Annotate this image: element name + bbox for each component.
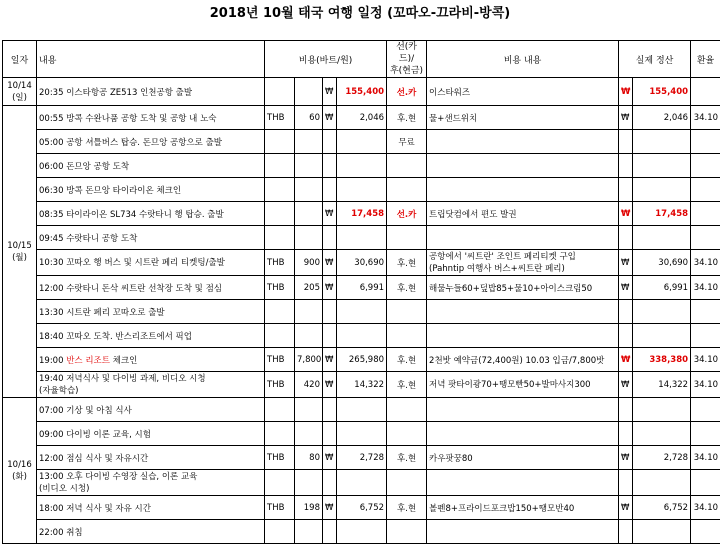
currency-cell: THB bbox=[265, 372, 295, 398]
won-amount-cell bbox=[337, 130, 387, 154]
payment-type-cell: 선.카 bbox=[387, 78, 427, 106]
event-cell: 06:30 방콕 돈므앙 타이라이온 체크인 bbox=[37, 178, 265, 202]
won-symbol bbox=[323, 422, 337, 446]
final-amount-cell bbox=[633, 178, 691, 202]
header-event: 내용 bbox=[37, 41, 265, 78]
cost-description-cell: 트립닷컴에서 편도 발권 bbox=[427, 202, 619, 226]
cost-description-cell: 물+샌드위치 bbox=[427, 106, 619, 130]
date-cell: 10/14 (일) bbox=[3, 78, 37, 106]
event-cell: 09:45 수랏타니 공항 도착 bbox=[37, 226, 265, 250]
final-amount-cell bbox=[633, 226, 691, 250]
header-date: 일자 bbox=[3, 41, 37, 78]
cost-description-cell bbox=[427, 130, 619, 154]
won-amount-cell: 6,991 bbox=[337, 276, 387, 300]
amount-cell: 420 bbox=[295, 372, 323, 398]
amount-cell bbox=[295, 178, 323, 202]
cost-description-cell: 이스타워즈 bbox=[427, 78, 619, 106]
payment-type-cell: 후.현 bbox=[387, 276, 427, 300]
final-won-symbol: ₩ bbox=[619, 348, 633, 372]
won-symbol bbox=[323, 226, 337, 250]
event-cell: 00:55 방콕 수완나품 공항 도착 및 공항 내 노숙 bbox=[37, 106, 265, 130]
table-row bbox=[3, 154, 720, 178]
payment-type-cell: 무료 bbox=[387, 130, 427, 154]
exchange-rate-cell: 34.10 bbox=[691, 106, 720, 130]
won-amount-cell: 265,980 bbox=[337, 348, 387, 372]
final-amount-cell: 2,728 bbox=[633, 446, 691, 470]
exchange-rate-cell: 34.10 bbox=[691, 348, 720, 372]
table-row bbox=[3, 496, 720, 520]
table-row bbox=[3, 470, 720, 496]
header-cost: 비용(바트/원) bbox=[265, 41, 387, 78]
cost-description-cell: 카우팟꿍80 bbox=[427, 446, 619, 470]
won-symbol: ₩ bbox=[323, 276, 337, 300]
itinerary-table bbox=[2, 40, 720, 544]
payment-type-cell bbox=[387, 324, 427, 348]
final-won-symbol: ₩ bbox=[619, 78, 633, 106]
won-symbol: ₩ bbox=[323, 496, 337, 520]
table-row bbox=[3, 226, 720, 250]
page-title: 2018년 10월 태국 여행 일정 (꼬따오-끄라비-방콕) bbox=[209, 6, 511, 21]
table-body bbox=[3, 78, 720, 544]
won-symbol: ₩ bbox=[323, 372, 337, 398]
currency-cell bbox=[265, 398, 295, 422]
final-won-symbol bbox=[619, 154, 633, 178]
event-cell: 18:00 저녁 식사 및 자유 시간 bbox=[37, 496, 265, 520]
cost-description-cell bbox=[427, 470, 619, 496]
amount-cell: 80 bbox=[295, 446, 323, 470]
won-amount-cell bbox=[337, 226, 387, 250]
won-amount-cell: 155,400 bbox=[337, 78, 387, 106]
payment-type-cell bbox=[387, 178, 427, 202]
final-won-symbol: ₩ bbox=[619, 496, 633, 520]
table-row bbox=[3, 348, 720, 372]
exchange-rate-cell bbox=[691, 520, 720, 544]
amount-cell bbox=[295, 520, 323, 544]
final-won-symbol: ₩ bbox=[619, 276, 633, 300]
won-amount-cell bbox=[337, 470, 387, 496]
exchange-rate-cell bbox=[691, 178, 720, 202]
won-symbol: ₩ bbox=[323, 348, 337, 372]
payment-type-cell: 선.카 bbox=[387, 202, 427, 226]
currency-cell: THB bbox=[265, 106, 295, 130]
final-won-symbol bbox=[619, 520, 633, 544]
final-amount-cell bbox=[633, 470, 691, 496]
cost-description-cell bbox=[427, 154, 619, 178]
currency-cell: THB bbox=[265, 250, 295, 276]
table-row bbox=[3, 520, 720, 544]
exchange-rate-cell bbox=[691, 78, 720, 106]
final-amount-cell: 14,322 bbox=[633, 372, 691, 398]
exchange-rate-cell: 34.10 bbox=[691, 496, 720, 520]
event-cell: 22:00 취침 bbox=[37, 520, 265, 544]
payment-type-cell: 후.현 bbox=[387, 348, 427, 372]
final-amount-cell bbox=[633, 130, 691, 154]
won-amount-cell: 30,690 bbox=[337, 250, 387, 276]
final-amount-cell: 155,400 bbox=[633, 78, 691, 106]
final-won-symbol bbox=[619, 226, 633, 250]
won-symbol bbox=[323, 178, 337, 202]
final-won-symbol bbox=[619, 470, 633, 496]
table-row bbox=[3, 324, 720, 348]
amount-cell bbox=[295, 226, 323, 250]
cost-description-cell: 2천밧 예약금(72,400원) 10.03 입금/7,800밧 bbox=[427, 348, 619, 372]
event-cell: 09:00 다이빙 이론 교육, 시험 bbox=[37, 422, 265, 446]
won-symbol bbox=[323, 300, 337, 324]
won-amount-cell bbox=[337, 154, 387, 178]
payment-type-cell: 후.현 bbox=[387, 250, 427, 276]
date-cell: 10/16 (화) bbox=[3, 398, 37, 544]
table-row bbox=[3, 372, 720, 398]
cost-description-cell bbox=[427, 324, 619, 348]
won-amount-cell bbox=[337, 300, 387, 324]
cost-description-cell: 해물누들60+덮밥85+물10+아이스크림50 bbox=[427, 276, 619, 300]
final-amount-cell: 338,380 bbox=[633, 348, 691, 372]
cost-description-cell: 저녁 팟타이광70+땡모빤50+발마사지300 bbox=[427, 372, 619, 398]
final-won-symbol: ₩ bbox=[619, 250, 633, 276]
table-row bbox=[3, 398, 720, 422]
won-amount-cell: 14,322 bbox=[337, 372, 387, 398]
event-rest: 체크인 bbox=[109, 355, 138, 366]
amount-cell bbox=[295, 422, 323, 446]
payment-type-cell: 후.현 bbox=[387, 372, 427, 398]
won-symbol bbox=[323, 398, 337, 422]
won-symbol bbox=[323, 520, 337, 544]
currency-cell bbox=[265, 226, 295, 250]
cost-description-cell bbox=[427, 398, 619, 422]
table-row bbox=[3, 422, 720, 446]
table-row bbox=[3, 202, 720, 226]
exchange-rate-cell bbox=[691, 226, 720, 250]
won-symbol: ₩ bbox=[323, 202, 337, 226]
won-symbol: ₩ bbox=[323, 250, 337, 276]
cost-description-cell: 공항에서 '씨트란' 조인트 페리티켓 구입 (Pahntip 여행사 버스+씨트란 페리) bbox=[427, 250, 619, 276]
amount-cell bbox=[295, 398, 323, 422]
final-amount-cell: 17,458 bbox=[633, 202, 691, 226]
payment-type-cell bbox=[387, 154, 427, 178]
amount-cell bbox=[295, 78, 323, 106]
final-won-symbol bbox=[619, 324, 633, 348]
final-amount-cell: 6,991 bbox=[633, 276, 691, 300]
event-cell: 12:00 점심 식사 및 자유시간 bbox=[37, 446, 265, 470]
event-cell: 07:00 기상 및 아침 식사 bbox=[37, 398, 265, 422]
table-row bbox=[3, 106, 720, 130]
amount-cell: 205 bbox=[295, 276, 323, 300]
exchange-rate-cell bbox=[691, 398, 720, 422]
payment-type-cell bbox=[387, 398, 427, 422]
amount-cell: 7,800 bbox=[295, 348, 323, 372]
payment-type-cell: 후.현 bbox=[387, 446, 427, 470]
final-won-symbol bbox=[619, 422, 633, 446]
final-won-symbol: ₩ bbox=[619, 372, 633, 398]
event-cell: 20:35 이스타항공 ZE513 인천공항 출발 bbox=[37, 78, 265, 106]
final-won-symbol bbox=[619, 398, 633, 422]
cost-description-cell bbox=[427, 226, 619, 250]
final-amount-cell bbox=[633, 398, 691, 422]
exchange-rate-cell bbox=[691, 130, 720, 154]
currency-cell bbox=[265, 422, 295, 446]
table-row bbox=[3, 178, 720, 202]
table-row bbox=[3, 446, 720, 470]
payment-type-cell bbox=[387, 520, 427, 544]
won-symbol: ₩ bbox=[323, 446, 337, 470]
event-cell: 12:00 수랏타니 돈삭 씨트란 선착장 도착 및 점심 bbox=[37, 276, 265, 300]
final-amount-cell bbox=[633, 324, 691, 348]
final-amount-cell: 6,752 bbox=[633, 496, 691, 520]
event-cell: 05:00 공항 셔틀버스 탑승. 돈므앙 공항으로 출발 bbox=[37, 130, 265, 154]
exchange-rate-cell: 34.10 bbox=[691, 446, 720, 470]
table-row bbox=[3, 250, 720, 276]
currency-cell bbox=[265, 178, 295, 202]
exchange-rate-cell bbox=[691, 324, 720, 348]
amount-cell bbox=[295, 130, 323, 154]
exchange-rate-cell: 34.10 bbox=[691, 372, 720, 398]
event-cell bbox=[37, 348, 265, 372]
final-won-symbol: ₩ bbox=[619, 202, 633, 226]
currency-cell: THB bbox=[265, 446, 295, 470]
won-symbol bbox=[323, 130, 337, 154]
amount-cell: 900 bbox=[295, 250, 323, 276]
event-cell: 08:35 타이라이온 SL734 수랏타니 행 탑승. 출발 bbox=[37, 202, 265, 226]
currency-cell bbox=[265, 300, 295, 324]
exchange-rate-cell: 34.10 bbox=[691, 250, 720, 276]
final-amount-cell bbox=[633, 300, 691, 324]
event-cell: 13:30 시트란 페리 꼬따오로 출발 bbox=[37, 300, 265, 324]
amount-cell: 198 bbox=[295, 496, 323, 520]
payment-type-cell: 후.현 bbox=[387, 496, 427, 520]
event-cell: 06:00 돈므앙 공항 도착 bbox=[37, 154, 265, 178]
amount-cell bbox=[295, 324, 323, 348]
header-payment: 선(카드)/ 후(현금) bbox=[387, 41, 427, 78]
payment-type-cell bbox=[387, 226, 427, 250]
won-amount-cell bbox=[337, 178, 387, 202]
final-amount-cell bbox=[633, 520, 691, 544]
event-cell: 10:30 꼬따오 행 버스 및 시트란 페리 티켓팅/출발 bbox=[37, 250, 265, 276]
won-amount-cell bbox=[337, 520, 387, 544]
currency-cell bbox=[265, 202, 295, 226]
exchange-rate-cell bbox=[691, 300, 720, 324]
currency-cell bbox=[265, 130, 295, 154]
table-row bbox=[3, 78, 720, 106]
final-amount-cell bbox=[633, 422, 691, 446]
cost-description-cell: 볼펜8+프라이드포크밥150+땡모반40 bbox=[427, 496, 619, 520]
table-row bbox=[3, 130, 720, 154]
table-row bbox=[3, 276, 720, 300]
won-amount-cell: 17,458 bbox=[337, 202, 387, 226]
header-actual: 실제 정산 bbox=[619, 41, 691, 78]
header-row bbox=[3, 41, 720, 78]
event-cell: 19:40 저녁식사 및 다이빙 과제, 비디오 시청 (자율학습) bbox=[37, 372, 265, 398]
final-amount-cell: 2,046 bbox=[633, 106, 691, 130]
cost-description-cell bbox=[427, 422, 619, 446]
payment-type-cell bbox=[387, 300, 427, 324]
currency-cell: THB bbox=[265, 496, 295, 520]
cost-description-cell bbox=[427, 520, 619, 544]
exchange-rate-cell: 34.10 bbox=[691, 276, 720, 300]
won-amount-cell: 6,752 bbox=[337, 496, 387, 520]
amount-cell bbox=[295, 154, 323, 178]
currency-cell bbox=[265, 470, 295, 496]
amount-cell bbox=[295, 300, 323, 324]
currency-cell bbox=[265, 520, 295, 544]
currency-cell: THB bbox=[265, 276, 295, 300]
won-amount-cell bbox=[337, 324, 387, 348]
cost-description-cell bbox=[427, 178, 619, 202]
header-rate: 환율 bbox=[691, 41, 720, 78]
won-amount-cell: 2,046 bbox=[337, 106, 387, 130]
final-won-symbol: ₩ bbox=[619, 106, 633, 130]
currency-cell bbox=[265, 324, 295, 348]
won-amount-cell: 2,728 bbox=[337, 446, 387, 470]
won-amount-cell bbox=[337, 398, 387, 422]
currency-cell bbox=[265, 154, 295, 178]
amount-cell bbox=[295, 202, 323, 226]
currency-cell bbox=[265, 78, 295, 106]
won-amount-cell bbox=[337, 422, 387, 446]
event-cell: 13:00 오후 다이빙 수영장 실습, 이론 교육 (비디오 시청) bbox=[37, 470, 265, 496]
currency-cell: THB bbox=[265, 348, 295, 372]
amount-cell bbox=[295, 470, 323, 496]
final-won-symbol: ₩ bbox=[619, 446, 633, 470]
date-cell: 10/15 (월) bbox=[3, 106, 37, 398]
won-symbol: ₩ bbox=[323, 78, 337, 106]
won-symbol bbox=[323, 324, 337, 348]
event-time: 19:00 bbox=[39, 355, 67, 366]
table-row bbox=[3, 300, 720, 324]
final-won-symbol bbox=[619, 300, 633, 324]
won-symbol bbox=[323, 470, 337, 496]
payment-type-cell bbox=[387, 470, 427, 496]
amount-cell: 60 bbox=[295, 106, 323, 130]
exchange-rate-cell bbox=[691, 154, 720, 178]
final-amount-cell bbox=[633, 154, 691, 178]
final-won-symbol bbox=[619, 130, 633, 154]
header-cost-desc: 비용 내용 bbox=[427, 41, 619, 78]
won-symbol: ₩ bbox=[323, 106, 337, 130]
won-symbol bbox=[323, 154, 337, 178]
event-cell: 18:40 꼬따오 도착. 반스리조트에서 픽업 bbox=[37, 324, 265, 348]
cost-description-cell bbox=[427, 300, 619, 324]
final-amount-cell: 30,690 bbox=[633, 250, 691, 276]
exchange-rate-cell bbox=[691, 422, 720, 446]
exchange-rate-cell bbox=[691, 202, 720, 226]
event-highlight: 반스 리조트 bbox=[66, 355, 110, 366]
payment-type-cell: 후.현 bbox=[387, 106, 427, 130]
payment-type-cell bbox=[387, 422, 427, 446]
exchange-rate-cell bbox=[691, 470, 720, 496]
final-won-symbol bbox=[619, 178, 633, 202]
